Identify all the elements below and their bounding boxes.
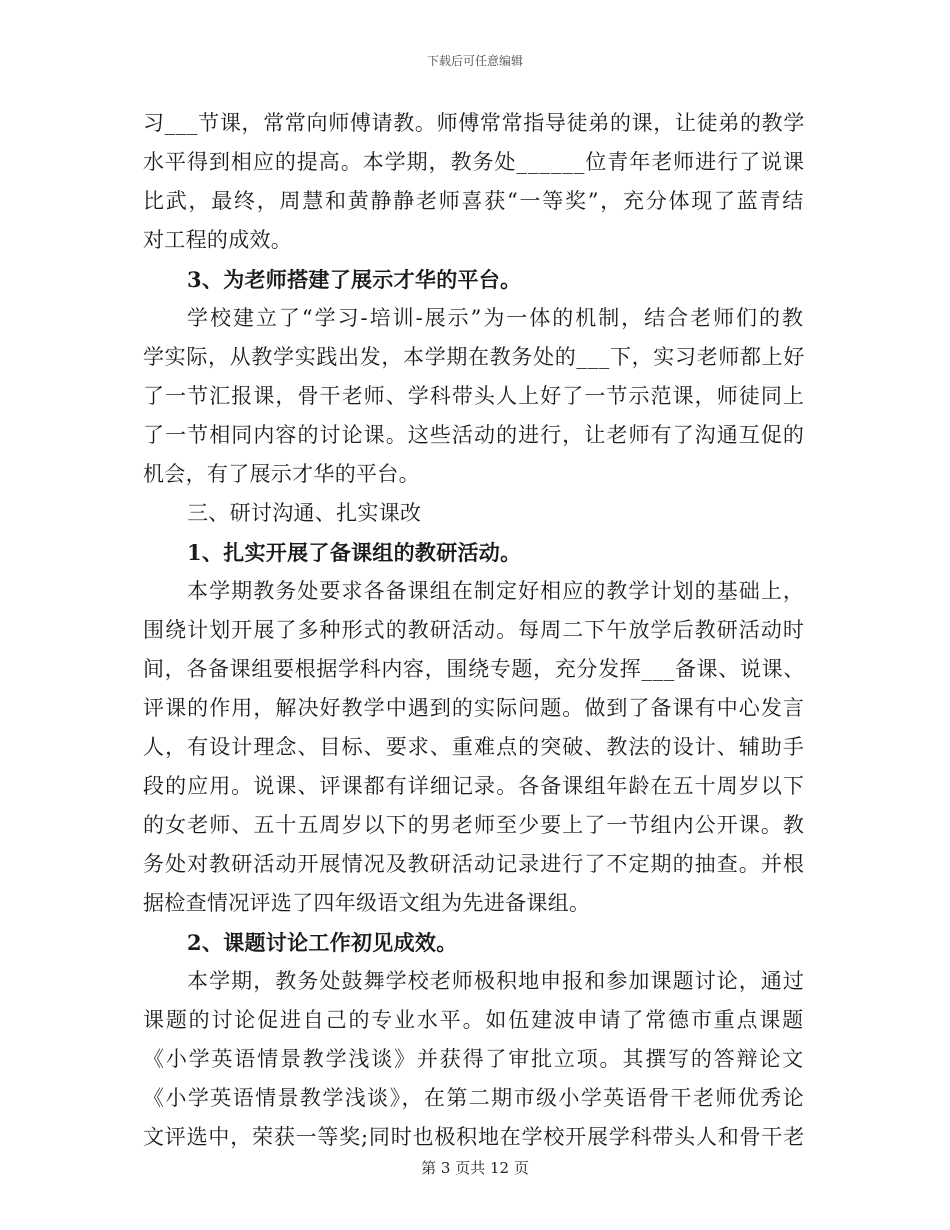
text-line: 比武，最终，周慧和黄静静老师喜获“一等奖”，充分体现了蓝青结	[143, 189, 806, 213]
text-line: 务处对教研活动开展情况及教研活动记录进行了不定期的抽查。并根	[143, 852, 805, 876]
text-line: 了一节相同内容的讨论课。这些活动的进行，让老师有了沟通互促的	[143, 423, 805, 447]
text-line: 评课的作用，解决好教学中遇到的实际问题。做到了备课有中心发言	[143, 696, 805, 720]
text-line: 机会，有了展示才华的平台。	[143, 462, 420, 486]
text-line: 对工程的成效。	[143, 228, 293, 252]
text-line: 本学期，教务处鼓舞学校老师极积地申报和参加课题讨论，通过	[187, 969, 805, 993]
section-heading: 3、为老师搭建了展示才华的平台。	[187, 267, 522, 292]
text-line: 人，有设计理念、目标、要求、重难点的突破、教法的设计、辅助手	[143, 735, 805, 759]
text-line: 了一节汇报课，骨干老师、学科带头人上好了一节示范课，师徒同上	[143, 384, 805, 408]
document-body	[143, 104, 805, 1157]
text-line: 段的应用。说课、评课都有详细记录。各备课组年龄在五十周岁以下	[143, 774, 805, 798]
text-line: 学校建立了“学习-培训-展示”为一体的机制，结合老师们的教	[187, 306, 805, 330]
text-line: 习___节课，常常向师傅请教。师傅常常指导徒弟的课，让徒弟的教学	[143, 111, 805, 135]
page-header: 下载后可任意编辑	[426, 54, 523, 68]
text-line: 据检查情况评选了四年级语文组为先进备课组。	[143, 891, 591, 915]
text-line: 间，各备课组要根据学科内容，围绕专题，充分发挥___备课、说课、	[143, 657, 805, 681]
text-line: 学实际，从教学实践出发，本学期在教务处的___下，实习老师都上好	[143, 345, 805, 369]
section-heading: 2、课题讨论工作初见成效。	[187, 930, 458, 955]
section-heading: 1、扎实开展了备课组的教研活动。	[187, 540, 522, 565]
text-line: 文评选中，荣获一等奖;同时也极积地在学校开展学科带头人和骨干老	[143, 1125, 805, 1149]
text-line: 《小学英语情景教学浅谈》，在第二期市级小学英语骨干老师优秀论	[143, 1086, 805, 1110]
page-number: 第 3 页共 12 页	[421, 1159, 529, 1177]
text-line: 《小学英语情景教学浅谈》并获得了审批立项。其撰写的答辩论文	[143, 1047, 805, 1071]
text-line: 三、研讨沟通、扎实课改	[187, 501, 422, 525]
text-line: 本学期教务处要求各备课组在制定好相应的教学计划的基础上，	[187, 579, 805, 603]
text-line: 的女老师、五十五周岁以下的男老师至少要上了一节组内公开课。教	[143, 813, 805, 837]
text-line: 课题的讨论促进自己的专业水平。如伍建波申请了常德市重点课题	[143, 1008, 805, 1032]
text-line: 围绕计划开展了多种形式的教研活动。每周二下午放学后教研活动时	[143, 618, 805, 642]
text-line: 水平得到相应的提高。本学期，教务处______位青年老师进行了说课	[143, 150, 805, 174]
